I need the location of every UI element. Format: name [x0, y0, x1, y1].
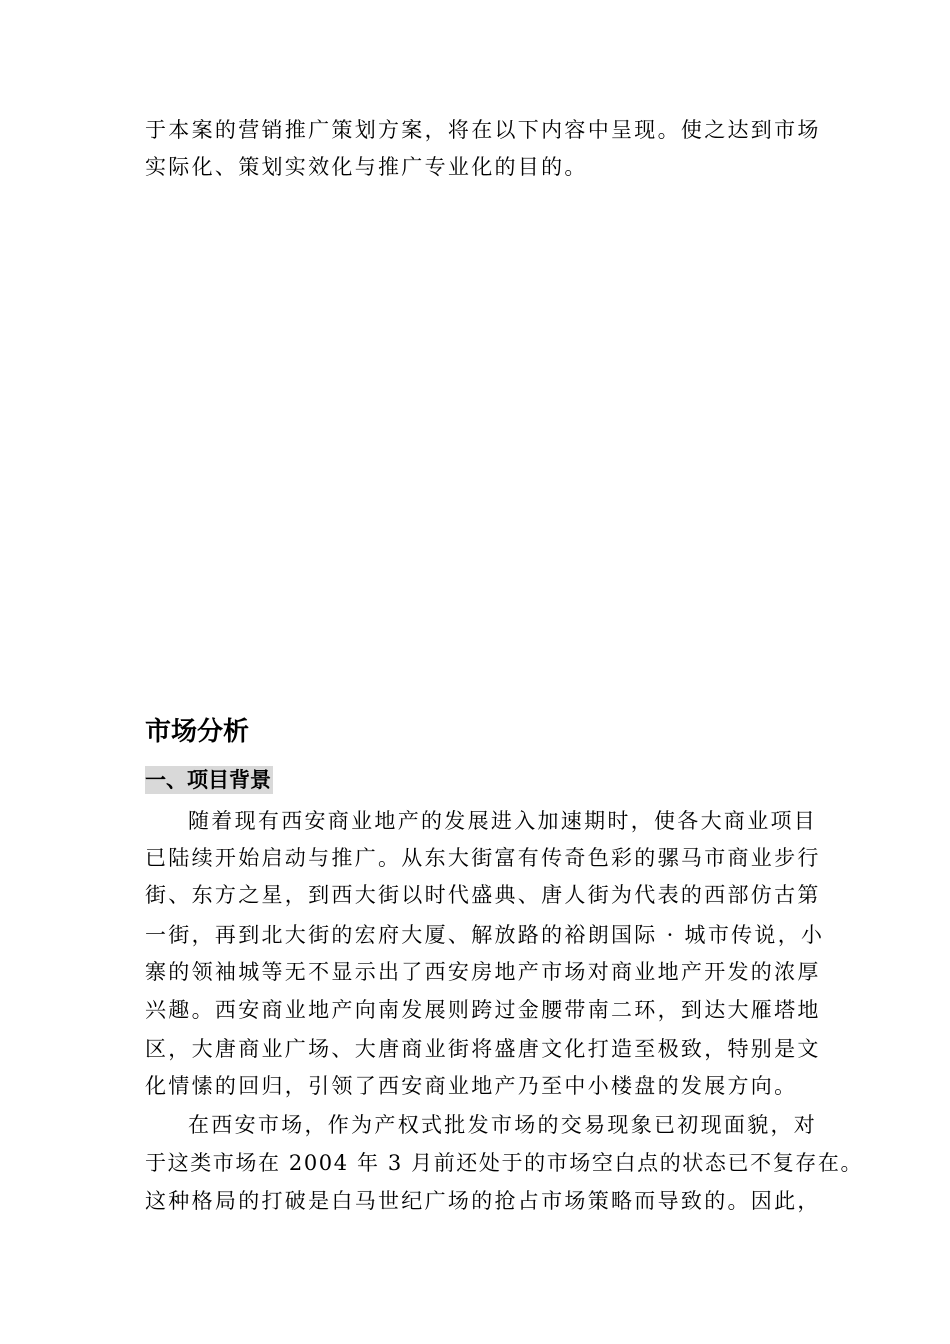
- paragraph-line: 寨的领袖城等无不显示出了西安房地产市场对商业地产开发的浓厚: [145, 960, 821, 984]
- paragraph-line: 化情愫的回归，引领了西安商业地产乃至中小楼盘的发展方向。: [145, 1074, 798, 1098]
- paragraph-line: 一街，再到北大街的宏府大厦、解放路的裕朗国际 · 城市传说，小: [145, 923, 825, 947]
- section-title: 市场分析: [145, 717, 250, 747]
- paragraph-line: 已陆续开始启动与推广。从东大街富有传奇色彩的骡马市商业步行: [145, 846, 821, 870]
- intro-line: 实际化、策划实效化与推广专业化的目的。: [145, 155, 588, 179]
- intro-line: 于本案的营销推广策划方案，将在以下内容中呈现。使之达到市场: [145, 118, 821, 142]
- paragraph-line: 在西安市场，作为产权式批发市场的交易现象已初现面貌，对: [188, 1113, 818, 1137]
- paragraph-line: 随着现有西安商业地产的发展进入加速期时，使各大商业项目: [188, 809, 818, 833]
- paragraph-line: 这种格局的打破是白马世纪广场的抢占市场策略而导致的。因此，: [145, 1189, 821, 1213]
- paragraph-line: 街、东方之星，到西大街以时代盛典、唐人街为代表的西部仿古第: [145, 883, 821, 907]
- paragraph-line: 兴趣。西安商业地产向南发展则跨过金腰带南二环，到达大雁塔地: [145, 998, 821, 1022]
- subsection-title: 一、项目背景: [145, 768, 271, 792]
- paragraph-line: 区，大唐商业广场、大唐商业街将盛唐文化打造至极致，特别是文: [145, 1037, 821, 1061]
- paragraph-line: 于这类市场在 2004 年 3 月前还处于的市场空白点的状态已不复存在。: [145, 1151, 864, 1175]
